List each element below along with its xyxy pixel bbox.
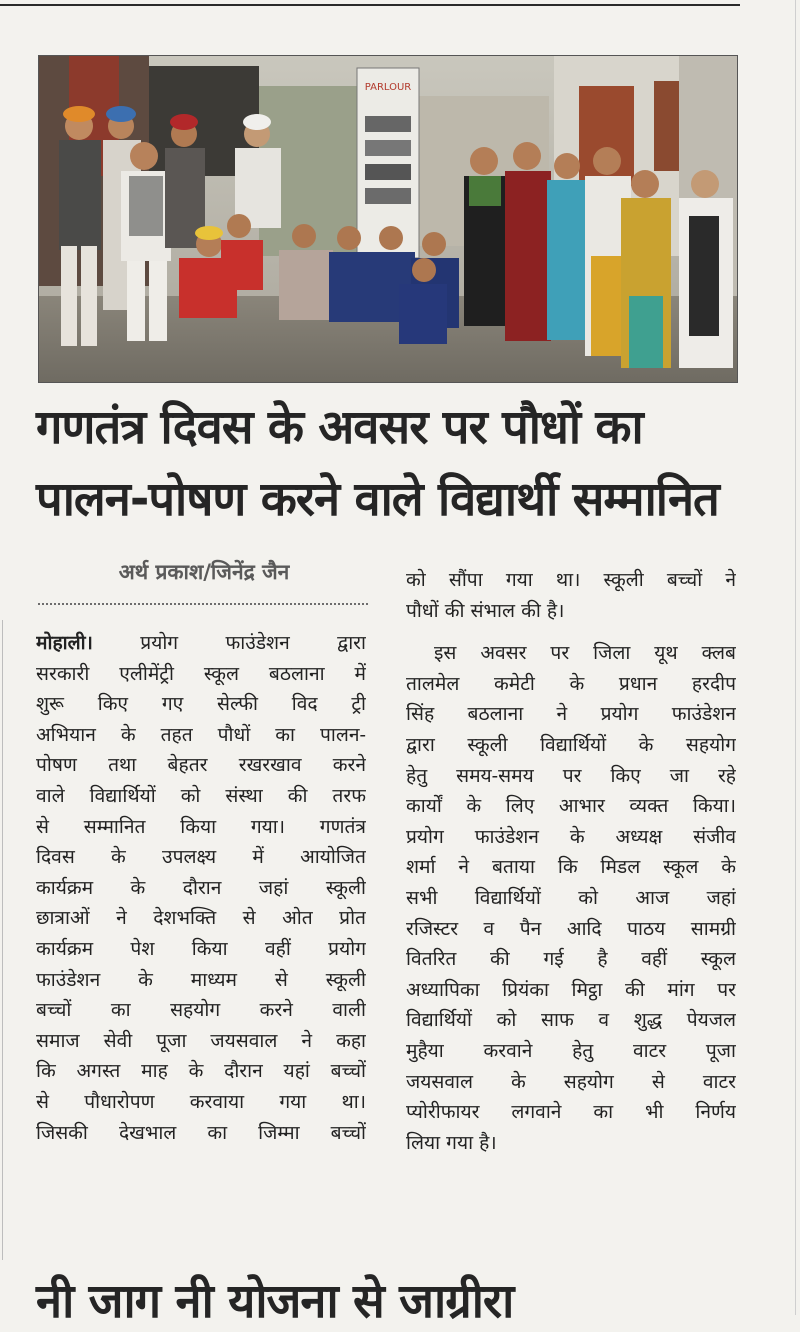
body-line: जयसवाल के सहयोग से वाटर — [406, 1069, 736, 1093]
body-line: को सौंपा गया था। स्कूली बच्चों ने — [406, 568, 736, 591]
body-line: अध्यापिका प्रियंका मिट्ठा की मांग पर — [406, 977, 736, 1001]
body-line: वितरित की गई है वहीं स्कूल — [406, 947, 736, 971]
body-line: कि अगस्त माह के दौरान यहां बच्चों — [36, 1059, 366, 1083]
dateline: मोहाली। — [36, 631, 93, 654]
byline: अर्थ प्रकाश/जिनेंद्र जैन — [118, 560, 290, 584]
news-photo — [38, 55, 738, 383]
body-line: सभी विद्यार्थियों को आज जहां — [406, 885, 736, 909]
body-line: सिंह बठलाना ने प्रयोग फाउंडेशन — [406, 702, 736, 726]
body-line: द्वारा स्कूली विद्यार्थियों के सहयोग — [406, 732, 736, 756]
body-line: फाउंडेशन के माध्यम से स्कूली — [36, 967, 366, 991]
body-line: जिसकी देखभाल का जिम्मा बच्चों — [36, 1120, 366, 1144]
body-line: प्रयोग फाउंडेशन के अध्यक्ष संजीव — [406, 824, 736, 848]
body-line: पोषण तथा बेहतर रखरखाव करने — [36, 753, 366, 777]
body-line: बच्चों का सहयोग करने वाली — [36, 998, 366, 1022]
body-line: से पौधारोपण करवाया गया था। — [36, 1089, 366, 1113]
next-article-headline: नी जाग नी योजना से जाग्रीरा — [36, 1274, 514, 1329]
body-line: पौधों की संभाल की है। — [406, 598, 565, 622]
body-line: से सम्मानित किया गया। गणतंत्र — [36, 814, 366, 838]
body-line: छात्राओं ने देशभक्ति से ओत प्रोत — [36, 906, 366, 930]
body-line: तालमेल कमेटी के प्रधान हरदीप — [406, 671, 736, 695]
body-line: सरकारी एलीमेंट्री स्कूल बठलाना में — [36, 661, 366, 685]
body-line: रजिस्टर व पैन आदि पाठय सामग्री — [406, 916, 736, 940]
article-column-right — [406, 565, 736, 1158]
body-line: शुरू किए गए सेल्फी विद ट्री — [36, 692, 366, 716]
body-line: दिवस के उपलक्ष्य में आयोजित — [36, 845, 366, 869]
body-line: हेतु समय-समय पर किए जा रहे — [406, 763, 736, 787]
body-line: शर्मा ने बताया कि मिडल स्कूल के — [406, 855, 736, 879]
body-line: कार्यों के लिए आभार व्यक्त किया। — [406, 794, 736, 818]
body-line: विद्यार्थियों को साफ व शुद्ध पेयजल — [406, 1008, 736, 1032]
body-line: वाले विद्यार्थियों को संस्था की तरफ — [36, 783, 366, 807]
body-line: मुहैया करवाने हेतु वाटर पूजा — [406, 1038, 736, 1062]
body-line: इस अवसर पर जिला यूथ क्लब — [434, 641, 736, 665]
column-rule — [795, 0, 796, 1315]
body-line: प्योरीफायर लगवाने का भी निर्णय — [406, 1100, 736, 1124]
body-line: कार्यक्रम पेश किया वहीं प्रयोग — [36, 936, 366, 960]
body-line: लिया गया है। — [406, 1130, 497, 1154]
headline-line-2: पालन-पोषण करने वाले विद्यार्थी सम्मानित — [36, 472, 719, 527]
body-line: मोहाली। प्रयोग फाउंडेशन द्वारा — [36, 631, 366, 654]
headline-line-1: गणतंत्र दिवस के अवसर पर पौधों का — [36, 400, 643, 455]
body-line: अभियान के तहत पौधों का पालन- — [36, 722, 366, 746]
banner-text: PARLOUR — [364, 82, 412, 93]
body-line: कार्यक्रम के दौरान जहां स्कूली — [36, 875, 366, 899]
byline-divider — [38, 603, 368, 605]
article-column-left — [36, 628, 366, 1148]
margin-rule — [2, 620, 3, 1260]
body-line: समाज सेवी पूजा जयसवाल ने कहा — [36, 1028, 366, 1052]
top-rule — [0, 4, 740, 6]
